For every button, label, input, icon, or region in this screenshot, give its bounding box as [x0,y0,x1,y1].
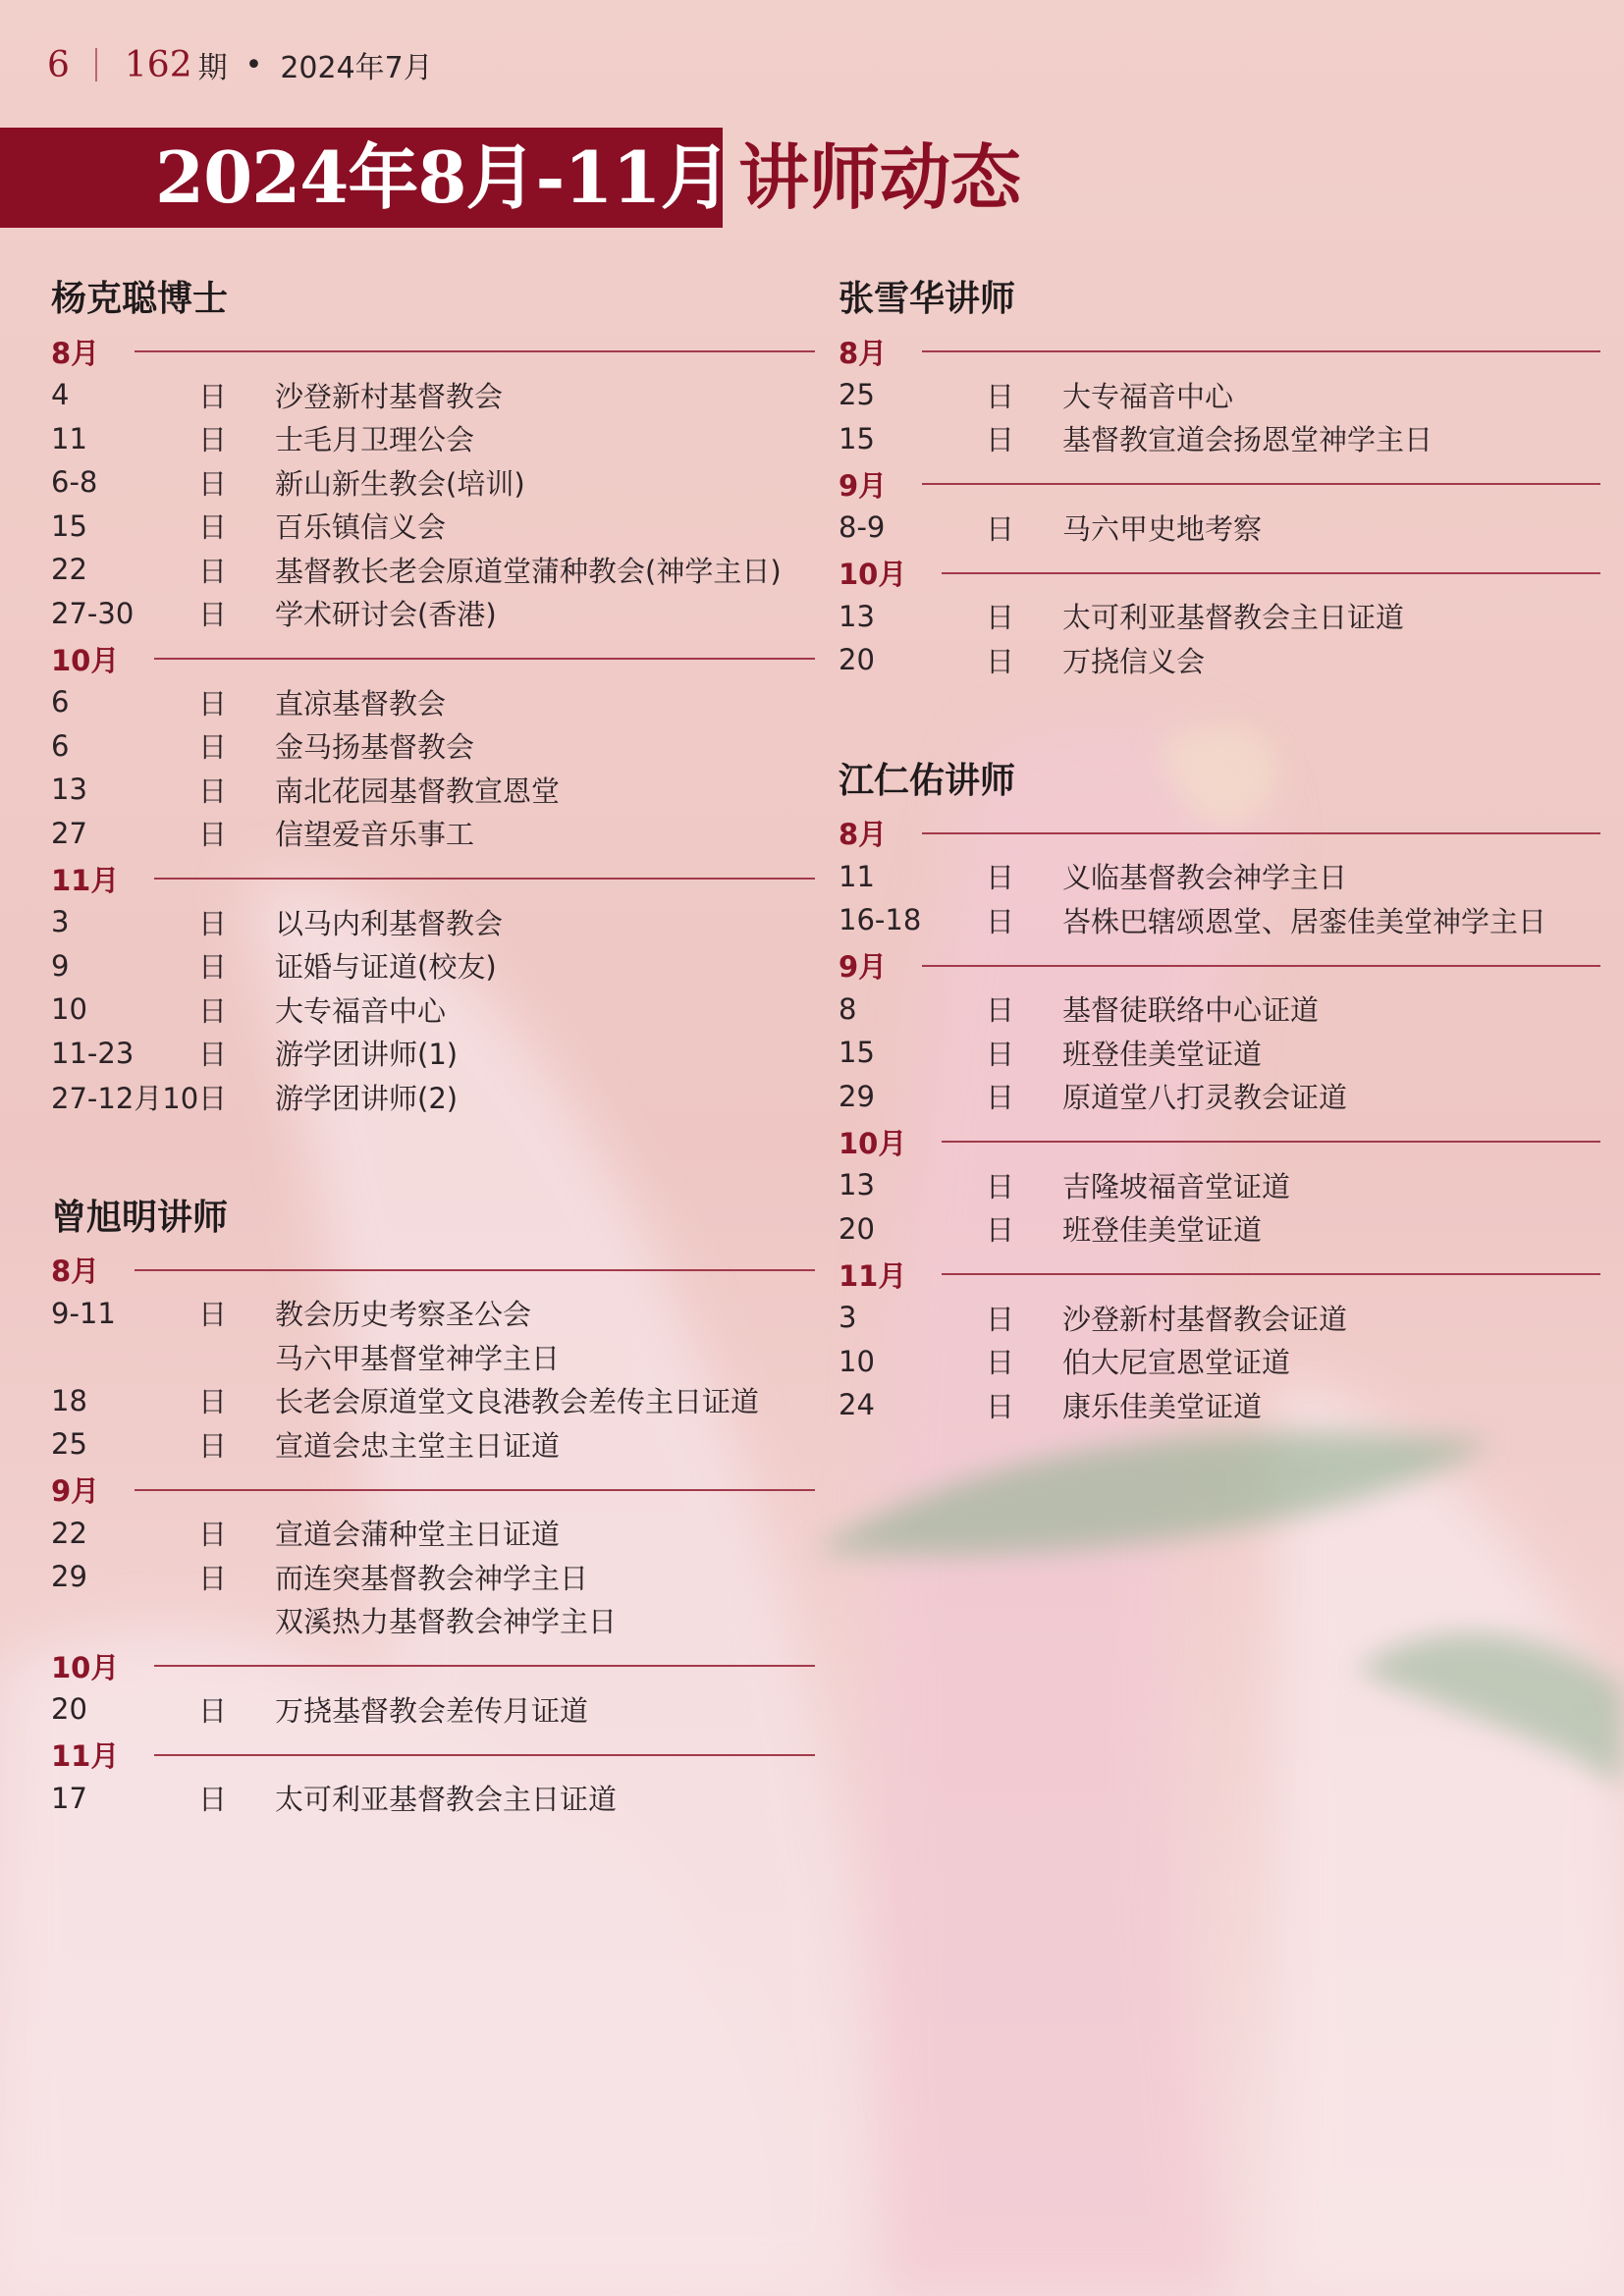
event-date: 9-11 [51,1296,116,1330]
event-place: 金马扬基督教会 [275,730,475,765]
event-place: 沙登新村基督教会 [275,379,504,413]
lecturer-block [839,751,1600,1427]
event-place: 太可利亚基督教会主日证道 [275,1783,618,1817]
month-header [51,1734,815,1777]
event-day: 日 [198,423,228,457]
month-divider [135,350,815,352]
schedule-row [839,1340,1600,1384]
event-place: 马六甲基督堂神学主日 [275,1341,561,1375]
event-place: 长老会原道堂文良港教会差传主日证道 [275,1385,760,1419]
event-date: 20 [51,1692,87,1727]
event-date: 20 [839,643,875,677]
event-day: 日 [198,730,228,765]
event-place: 而连突基督教会神学主日 [275,1561,589,1595]
event-day: 日 [198,1081,228,1115]
event-day: 日 [198,1298,228,1332]
event-day: 日 [198,510,228,545]
event-day: 日 [198,686,228,721]
event-place: 基督教长老会原道堂蒲种教会(神学主日) [275,554,782,588]
event-date: 4 [51,378,70,412]
event-date: 11-23 [51,1036,135,1070]
month-header [839,944,1600,988]
event-day: 日 [198,1038,228,1072]
month-divider [942,1273,1600,1275]
schedule-row [51,548,815,592]
event-place: 太可利亚基督教会主日证道 [1062,601,1405,635]
event-date: 3 [839,1301,857,1335]
event-date: 29 [839,1079,875,1113]
event-day: 日 [986,1389,1015,1423]
event-place: 教会历史考察圣公会 [275,1298,532,1332]
event-date: 22 [51,553,87,587]
event-date: 15 [51,508,87,543]
event-date: 16-18 [839,903,922,937]
issue-number: 162 [124,44,192,85]
event-day: 日 [986,861,1015,895]
event-day: 日 [986,601,1015,635]
month-divider [922,350,1600,352]
event-day: 日 [986,993,1015,1028]
lecturer-name: 曾旭明讲师 [51,1196,229,1238]
event-place: 士毛月卫理公会 [275,423,475,457]
event-date: 17 [51,1781,87,1815]
page-header [47,43,433,86]
event-date: 13 [51,773,87,807]
event-date: 25 [839,378,875,412]
event-place: 班登佳美堂证道 [1062,1037,1263,1071]
schedule-row [51,1512,815,1556]
schedule-row [51,724,815,769]
schedule-row [839,1031,1600,1075]
month-label: 8月 [839,336,888,370]
event-place: 万挠基督教会差传月证道 [275,1693,589,1728]
event-date: 11 [51,421,87,455]
event-place: 马六甲史地考察 [1062,511,1263,546]
lecturer-block [51,1188,815,1821]
event-day: 日 [198,598,228,632]
schedule-row [839,417,1600,461]
schedule-row [839,506,1600,550]
month-label: 8月 [839,818,888,851]
month-divider [942,572,1600,574]
event-day: 日 [198,1561,228,1595]
event-place: 大专福音中心 [1062,379,1234,413]
month-header [51,857,815,900]
left-column [51,269,815,1889]
month-header [839,1120,1600,1163]
lecturer-name: 杨克聪博士 [51,278,229,319]
schedule-row [51,988,815,1032]
event-date: 15 [839,1036,875,1070]
lecturer-block [51,269,815,1119]
event-date: 27 [51,816,87,850]
event-day: 日 [198,950,228,985]
month-label: 10月 [51,643,120,677]
month-label: 8月 [51,1255,100,1288]
month-header [839,552,1600,595]
event-place: 吉隆坡福音堂证道 [1062,1169,1291,1203]
month-header [51,330,815,373]
month-label: 11月 [51,1739,120,1773]
month-label: 8月 [51,336,100,370]
event-day: 日 [198,379,228,413]
schedule-row [839,1207,1600,1252]
schedule-row [51,680,815,724]
month-divider [154,658,815,660]
event-date: 6 [51,728,70,763]
schedule-row [839,373,1600,417]
event-date: 20 [839,1211,875,1246]
event-date: 11 [839,859,875,893]
right-column [839,269,1600,1496]
event-day: 日 [198,774,228,808]
schedule-row [51,592,815,636]
month-label: 9月 [839,950,888,984]
event-day: 日 [986,1081,1015,1115]
month-divider [135,1269,815,1271]
event-day: 日 [198,1693,228,1728]
month-divider [922,832,1600,834]
event-day: 日 [986,511,1015,546]
page-number: 6 [47,44,70,85]
schedule-row [839,1075,1600,1119]
event-date: 8 [839,991,857,1026]
schedule-row [839,638,1600,682]
event-date: 13 [839,599,875,633]
event-date: 27-30 [51,596,135,630]
month-label: 10月 [839,558,907,591]
event-date: 8-9 [839,510,886,545]
header-bullet: • [244,47,263,82]
schedule-row [51,1687,815,1732]
event-day: 日 [198,1518,228,1552]
event-date: 6 [51,685,70,720]
event-day: 日 [986,1169,1015,1203]
event-date: 6-8 [51,465,98,500]
schedule-row [51,944,815,988]
event-day: 日 [198,1428,228,1463]
schedule-row [51,417,815,461]
event-place: 伯大尼宣恩堂证道 [1062,1346,1291,1380]
schedule-row [51,1555,815,1599]
month-header [51,1468,815,1512]
event-place: 证婚与证道(校友) [275,950,497,985]
schedule-row [51,505,815,549]
event-place: 南北花园基督教宣恩堂 [275,774,561,808]
event-place: 大专福音中心 [275,993,447,1028]
issue-date: 2024年7月 [280,51,433,85]
event-place: 游学团讲师(2) [275,1081,459,1115]
event-place: 万挠信义会 [1062,644,1206,678]
schedule-row [839,1383,1600,1427]
month-header [51,1644,815,1687]
event-day: 日 [198,818,228,852]
schedule-row [839,1296,1600,1340]
page-title: 2024年8月-11月 [155,135,731,219]
event-date: 9 [51,948,70,983]
month-header [839,1253,1600,1296]
event-day: 日 [198,554,228,588]
event-day: 日 [198,1783,228,1817]
schedule-row [51,1379,815,1423]
event-place: 原道堂八打灵教会证道 [1062,1081,1348,1115]
schedule-row [51,812,815,856]
month-header [839,812,1600,855]
schedule-row [839,988,1600,1032]
event-place: 百乐镇信义会 [275,510,447,545]
schedule-row [51,1335,815,1379]
event-date: 29 [51,1560,87,1594]
issue-label: 期 [197,51,228,85]
event-date: 10 [51,992,87,1027]
schedule-row [51,373,815,417]
month-label: 10月 [51,1650,120,1684]
schedule-row [839,595,1600,639]
event-day: 日 [986,1302,1015,1336]
schedule-row [839,898,1600,942]
event-day: 日 [986,644,1015,678]
event-place: 信望爱音乐事工 [275,818,475,852]
month-header [839,330,1600,373]
event-date: 22 [51,1516,87,1550]
lecturer-name: 江仁佑讲师 [839,759,1016,801]
event-day: 日 [986,1213,1015,1248]
page-subtitle: 讲师动态 [738,135,1022,219]
event-place: 宣道会忠主堂主日证道 [275,1428,561,1463]
month-label: 9月 [51,1474,100,1508]
schedule-row [51,768,815,812]
event-place: 峇株巴辖颂恩堂、居銮佳美堂神学主日 [1062,904,1547,938]
month-label: 11月 [51,863,120,897]
month-header [839,462,1600,506]
month-header [51,637,815,680]
month-divider [942,1141,1600,1143]
schedule-row [839,1163,1600,1207]
month-divider [154,878,815,880]
month-divider [922,965,1600,967]
schedule-row [51,1292,815,1336]
event-place: 以马内利基督教会 [275,906,504,940]
event-date: 15 [839,421,875,455]
event-date: 10 [839,1344,875,1378]
event-day: 日 [198,993,228,1028]
event-place: 游学团讲师(1) [275,1038,459,1072]
event-place: 双溪热力基督教会神学主日 [275,1605,618,1639]
event-day: 日 [986,1037,1015,1071]
month-divider [154,1665,815,1667]
event-place: 康乐佳美堂证道 [1062,1389,1263,1423]
event-place: 学术研讨会(香港) [275,598,497,632]
event-place: 班登佳美堂证道 [1062,1213,1263,1248]
header-divider [95,48,97,81]
schedule-row [51,460,815,505]
event-day: 日 [198,1385,228,1419]
month-divider [922,483,1600,485]
month-label: 9月 [839,468,888,503]
event-day: 日 [198,906,228,940]
schedule-row [51,1599,815,1643]
schedule-row [51,1075,815,1119]
event-place: 基督徒联络中心证道 [1062,993,1320,1028]
event-date: 18 [51,1383,87,1417]
lecturer-block [839,269,1600,682]
event-day: 日 [986,379,1015,413]
event-place: 基督教宣道会扬恩堂神学主日 [1062,423,1434,457]
schedule-row [839,855,1600,899]
schedule-row [51,1032,815,1076]
event-date: 24 [839,1388,875,1422]
event-place: 宣道会蒲种堂主日证道 [275,1518,561,1552]
event-place: 直凉基督教会 [275,686,447,721]
event-place: 义临基督教会神学主日 [1062,861,1348,895]
schedule-row [51,1422,815,1467]
month-divider [154,1754,815,1756]
event-date: 27-12月10 [51,1081,199,1115]
event-day: 日 [198,466,228,501]
lecturer-name: 张雪华讲师 [839,278,1016,319]
event-date: 3 [51,905,70,939]
month-label: 10月 [839,1126,907,1160]
event-date: 25 [51,1427,87,1462]
event-day: 日 [986,423,1015,457]
month-header [51,1249,815,1292]
event-date: 13 [839,1168,875,1202]
schedule-row [51,1777,815,1821]
event-day: 日 [986,904,1015,938]
schedule-row [51,900,815,944]
month-divider [135,1489,815,1491]
event-place: 新山新生教会(培训) [275,466,525,501]
event-place: 沙登新村基督教会证道 [1062,1302,1348,1336]
event-day: 日 [986,1346,1015,1380]
month-label: 11月 [839,1258,907,1293]
